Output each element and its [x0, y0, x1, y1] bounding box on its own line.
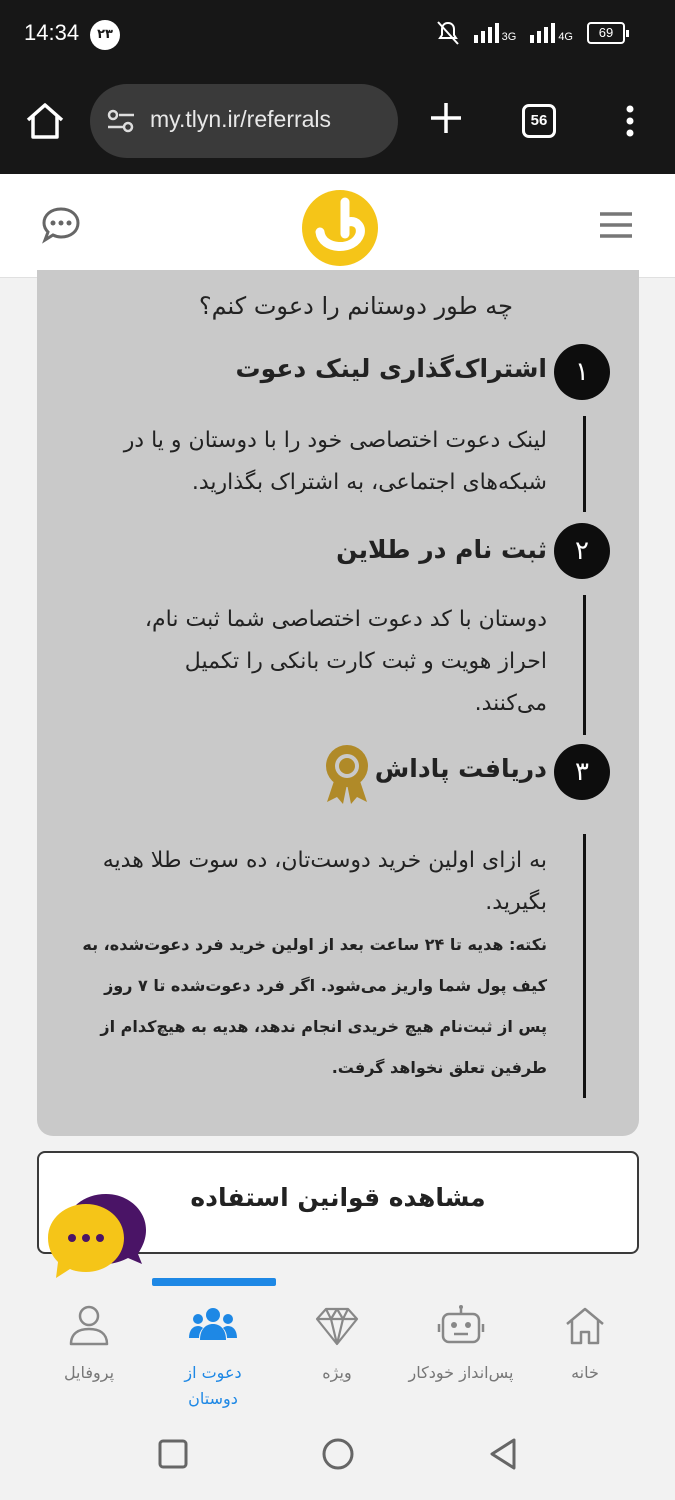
signal-icon-2	[530, 23, 573, 43]
nav-item-special[interactable]	[272, 1304, 402, 1386]
talyn-logo[interactable]	[300, 188, 380, 268]
step-1-number: ۱	[554, 344, 610, 400]
step-2-description: دوستان با کد دعوت اختصاصی شما ثبت نام، احراز هویت و ثبت کارت بانکی را تکمیل می‌کنند.	[144, 607, 547, 716]
system-navigation-bar	[0, 1410, 675, 1500]
nav-label-invite-friends: دعوت از دوستان	[184, 1363, 242, 1408]
step-1-description: لینک دعوت اختصاصی خود را با دوستان و یا در شبکه‌های اجتماعی، به اشتراک بگذارید.	[123, 428, 547, 495]
step-2-title: ثبت نام در طلاین	[336, 535, 547, 564]
step-3-number: ۳	[554, 744, 610, 800]
browser-home-icon[interactable]	[24, 100, 66, 142]
referral-steps-card	[37, 270, 639, 1136]
notification-badge: ۲۳	[90, 20, 120, 50]
site-settings-icon[interactable]	[106, 108, 136, 134]
address-bar[interactable]	[90, 84, 398, 158]
active-tab-indicator	[152, 1278, 276, 1286]
network-type-2: 4G	[558, 31, 573, 43]
step-3-description: به ازای اولین خرید دوست‌تان، ده سوت طلا هدیه بگیرید.	[102, 848, 547, 915]
users-icon	[189, 1304, 237, 1348]
nav-label-auto-savings: پس‌انداز خودکار	[408, 1363, 514, 1382]
nav-item-invite-friends[interactable]	[148, 1304, 278, 1412]
home-circle-icon[interactable]	[320, 1436, 356, 1472]
step-3-connector	[583, 834, 586, 1098]
network-type-1: 3G	[501, 31, 517, 43]
view-terms-label: مشاهده قوانین استفاده	[190, 1183, 486, 1212]
back-triangle-icon[interactable]	[486, 1436, 522, 1472]
tab-switcher-button[interactable]: 56	[522, 104, 556, 138]
nav-item-home[interactable]	[520, 1304, 650, 1386]
home-icon	[561, 1304, 609, 1348]
nav-label-special: ویژه	[322, 1363, 352, 1382]
app-header	[0, 174, 675, 278]
step-2-connector	[583, 595, 586, 735]
user-icon	[65, 1304, 113, 1348]
nav-label-profile: پروفایل	[63, 1363, 115, 1382]
bottom-navigation	[0, 1278, 675, 1410]
bell-off-icon	[436, 20, 460, 46]
url-text[interactable]: my.tlyn.ir/referrals	[150, 106, 332, 132]
hamburger-menu-icon[interactable]	[598, 210, 634, 240]
battery-icon: 69	[587, 22, 625, 44]
nav-item-auto-savings[interactable]	[396, 1304, 526, 1386]
more-vert-icon[interactable]	[620, 104, 640, 138]
robot-icon	[437, 1304, 485, 1348]
support-chat-icon[interactable]	[46, 1192, 150, 1284]
card-title: چه طور دوستانم را دعوت کنم؟	[198, 292, 513, 320]
medal-icon	[321, 742, 373, 806]
status-time: 14:34	[24, 20, 80, 45]
step-3-note: نکته: هدیه تا ۲۴ ساعت بعد از اولین خرید فرد دعوت‌شده، به کیف پول شما واریز می‌شود. اگر فرد دعوت‌شده تا ۷ روز پس از ثبت‌نام هیچ خریدی انجام ندهد، هدیه به هیچ‌کدام از طرفین تعلق نخواهد گرفت.	[82, 935, 547, 1077]
status-icons	[436, 20, 625, 46]
signal-icon-1	[474, 23, 517, 43]
chat-icon[interactable]	[40, 204, 82, 246]
step-2-number: ۲	[554, 523, 610, 579]
step-3-title: دریافت پاداش	[374, 754, 547, 783]
diamond-icon	[313, 1304, 361, 1348]
nav-item-profile[interactable]	[24, 1304, 154, 1386]
browser-toolbar	[0, 70, 675, 174]
status-bar	[0, 0, 675, 70]
step-1-title: اشتراک‌گذاری لینک دعوت	[235, 354, 547, 383]
recents-square-icon[interactable]	[155, 1436, 191, 1472]
new-tab-icon[interactable]	[428, 100, 464, 136]
step-1-connector	[583, 416, 586, 512]
nav-label-home: خانه	[571, 1363, 599, 1382]
